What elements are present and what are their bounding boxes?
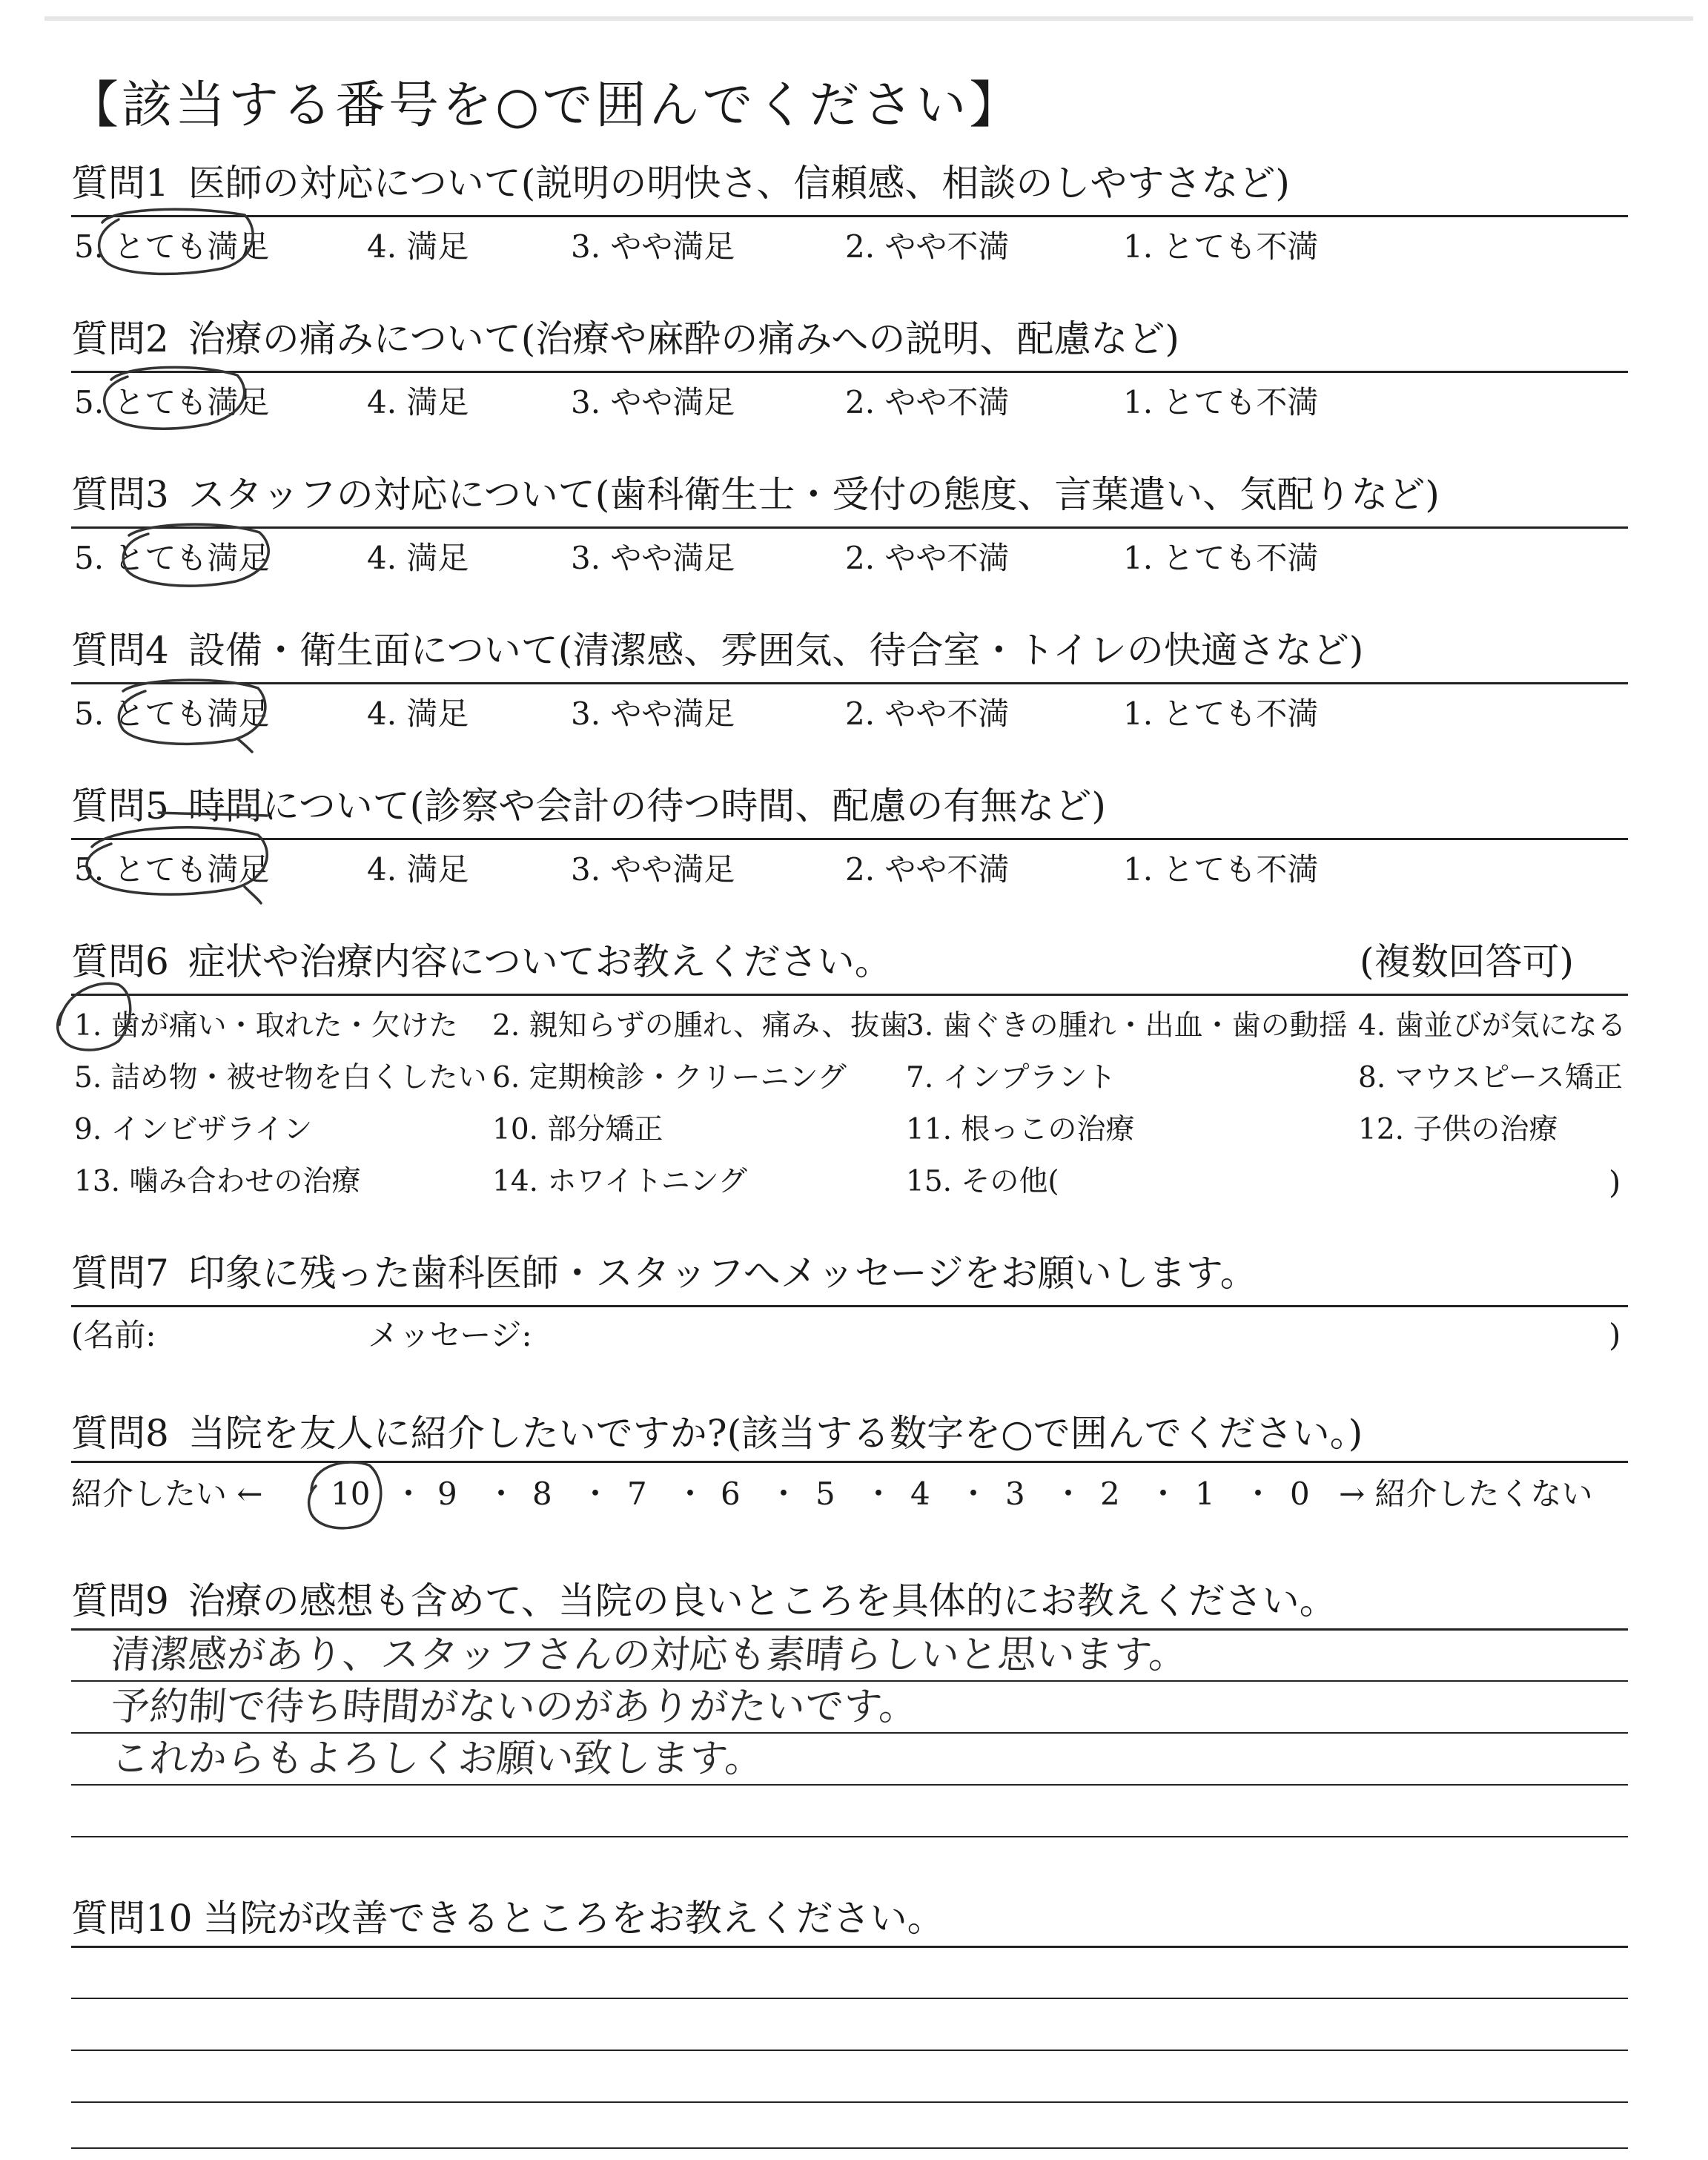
q4-option-5[interactable]: 5. とても満足 — [74, 696, 270, 732]
question-9-header — [71, 1579, 1337, 1622]
question-6-header — [71, 940, 1575, 983]
q8-dot-separator: ・ — [1053, 1476, 1085, 1512]
q8-dot-separator: ・ — [393, 1476, 425, 1512]
question-10-number: 質問10 — [71, 1897, 193, 1940]
q2-option-4[interactable]: 4. 満足 — [367, 384, 469, 420]
question-1-number: 質問1 — [71, 162, 169, 205]
question-9-rule — [71, 1628, 1628, 1631]
q9-handwritten-line-1: 清潔感があり、スタッフさんの対応も素晴らしいと思います。 — [109, 1633, 1189, 1677]
q10-answer-line — [71, 1998, 1628, 1999]
form-title: 【該当する番号を○で囲んでください】 — [68, 76, 1023, 135]
q8-scale-2[interactable]: 2 — [1100, 1476, 1120, 1512]
question-7-rule — [71, 1305, 1628, 1307]
q9-handwritten-line-2: 予約制で待ち時間がないのがありがたいです。 — [109, 1685, 919, 1729]
scan-top-edge — [44, 16, 1693, 21]
question-9-text: 治療の感想も含めて、当院の良いところを具体的にお教えください。 — [188, 1579, 1337, 1622]
q3-option-1[interactable]: 1. とても不満 — [1123, 540, 1319, 576]
q8-dot-separator: ・ — [958, 1476, 990, 1512]
q1-option-5[interactable]: 5. とても満足 — [74, 228, 270, 265]
q6-option-3[interactable]: 3. 歯ぐきの腫れ・出血・歯の動揺 — [906, 1009, 1348, 1043]
q10-answer-line — [71, 2050, 1628, 2051]
question-6-rule — [71, 994, 1628, 996]
q4-option-1[interactable]: 1. とても不満 — [1123, 696, 1319, 732]
q8-scale-1[interactable]: 1 — [1195, 1476, 1215, 1512]
question-4-text: 設備・衛生面について(清潔感、雰囲気、待合室・トイレの快適さなど) — [188, 629, 1364, 672]
question-9-number: 質問9 — [71, 1579, 169, 1622]
question-2-text: 治療の痛みについて(治療や麻酔の痛みへの説明、配慮など) — [188, 317, 1179, 360]
question-7-number: 質問7 — [71, 1252, 169, 1295]
question-4-rule — [71, 682, 1628, 684]
q7-message-label: メッセージ: — [368, 1317, 532, 1353]
q8-dot-separator: ・ — [768, 1476, 800, 1512]
q4-option-2[interactable]: 2. やや不満 — [845, 696, 1010, 732]
question-10-text: 当院が改善できるところをお教えください。 — [202, 1897, 944, 1940]
question-3-text: スタッフの対応について(歯科衛生士・受付の態度、言葉遣い、気配りなど) — [188, 473, 1440, 516]
q8-dot-separator: ・ — [675, 1476, 706, 1512]
question-8-text: 当院を友人に紹介したいですか?(該当する数字を○で囲んでください。) — [188, 1412, 1363, 1455]
q5-option-4[interactable]: 4. 満足 — [367, 851, 469, 888]
q9-answer-line — [71, 1784, 1628, 1786]
q9-answer-line — [71, 1732, 1628, 1734]
question-3-number: 質問3 — [71, 473, 169, 516]
q3-option-2[interactable]: 2. やや不満 — [845, 540, 1010, 576]
question-4-number: 質問4 — [71, 629, 169, 672]
q6-option-7[interactable]: 7. インプラント — [906, 1061, 1116, 1094]
question-8-header — [71, 1412, 1363, 1455]
q9-answer-line — [71, 1836, 1628, 1837]
q5-option-1[interactable]: 1. とても不満 — [1123, 851, 1319, 888]
question-4-header — [71, 629, 1364, 672]
q3-option-3[interactable]: 3. やや満足 — [571, 540, 735, 576]
question-10-rule — [71, 1946, 1628, 1948]
q3-option-5[interactable]: 5. とても満足 — [74, 540, 270, 576]
q8-scale-4[interactable]: 4 — [910, 1476, 930, 1512]
q2-option-1[interactable]: 1. とても不満 — [1123, 384, 1319, 420]
q1-option-1[interactable]: 1. とても不満 — [1123, 228, 1319, 265]
q2-option-3[interactable]: 3. やや満足 — [571, 384, 735, 420]
q8-right-label: → 紹介したくない — [1339, 1476, 1593, 1512]
q8-dot-separator: ・ — [863, 1476, 895, 1512]
q1-option-2[interactable]: 2. やや不満 — [845, 228, 1010, 265]
q9-answer-line — [71, 1680, 1628, 1682]
q1-option-3[interactable]: 3. やや満足 — [571, 228, 735, 265]
question-5-text: 時間について(診察や会計の待つ時間、配慮の有無など) — [188, 785, 1106, 828]
q9-handwritten-line-3: これからもよろしくお願い致します。 — [109, 1737, 765, 1781]
question-3-rule — [71, 526, 1628, 529]
q8-scale-10[interactable]: 10 — [331, 1476, 371, 1512]
q8-left-label: 紹介したい ← — [71, 1476, 263, 1512]
q2-option-5[interactable]: 5. とても満足 — [74, 384, 270, 420]
q6-option-12[interactable]: 12. 子供の治療 — [1358, 1113, 1558, 1146]
question-2-rule — [71, 371, 1628, 373]
q6-option-5[interactable]: 5. 詰め物・被せ物を白くしたい — [74, 1061, 487, 1094]
q10-answer-line — [71, 2101, 1628, 2103]
q6-option-14[interactable]: 14. ホワイトニング — [492, 1165, 747, 1198]
question-1-rule — [71, 215, 1628, 217]
question-5-rule — [71, 838, 1628, 840]
q7-close-paren: ) — [1609, 1317, 1621, 1353]
q5-option-3[interactable]: 3. やや満足 — [571, 851, 735, 888]
question-1-text: 医師の対応について(説明の明快さ、信頼感、相談のしやすさなど) — [188, 162, 1290, 205]
q8-dot-separator: ・ — [1148, 1476, 1179, 1512]
q7-name-label: (名前: — [71, 1317, 156, 1353]
question-6-number: 質問6 — [71, 940, 169, 983]
question-7-text: 印象に残った歯科医師・スタッフへメッセージをお願いします。 — [188, 1252, 1257, 1295]
q6-option-9[interactable]: 9. インビザライン — [74, 1113, 313, 1146]
q8-dot-separator: ・ — [486, 1476, 517, 1512]
question-5-header — [71, 785, 1106, 828]
q6-option-6[interactable]: 6. 定期検診・クリーニング — [492, 1061, 847, 1094]
q6-option-4[interactable]: 4. 歯並びが気になる — [1358, 1009, 1626, 1043]
q6-option-10[interactable]: 10. 部分矯正 — [492, 1113, 663, 1146]
question-2-header — [71, 317, 1179, 360]
q3-option-4[interactable]: 4. 満足 — [367, 540, 469, 576]
q6-other-close-paren: ) — [1609, 1164, 1621, 1200]
question-6-text: 症状や治療内容についてお教えください。 — [188, 940, 892, 983]
question-6-note: (複数回答可) — [1360, 940, 1575, 983]
q6-option-8[interactable]: 8. マウスピース矯正 — [1358, 1061, 1623, 1094]
question-5-number: 質問5 — [71, 785, 169, 828]
q6-option-11[interactable]: 11. 根っこの治療 — [906, 1113, 1135, 1146]
q8-scale-0[interactable]: 0 — [1290, 1476, 1310, 1512]
q8-scale-7[interactable]: 7 — [627, 1476, 647, 1512]
question-2-number: 質問2 — [71, 317, 169, 360]
q8-scale-8[interactable]: 8 — [532, 1476, 552, 1512]
q1-option-4[interactable]: 4. 満足 — [367, 228, 469, 265]
question-8-number: 質問8 — [71, 1412, 169, 1455]
q6-option-1[interactable]: 1. 歯が痛い・取れた・欠けた — [74, 1009, 458, 1043]
q8-scale-6[interactable]: 6 — [721, 1476, 741, 1512]
q8-dot-separator: ・ — [1242, 1476, 1274, 1512]
q4-option-3[interactable]: 3. やや満足 — [571, 696, 735, 732]
question-3-header — [71, 473, 1440, 516]
q8-dot-separator: ・ — [580, 1476, 612, 1512]
question-10-header — [71, 1897, 944, 1940]
question-8-rule — [71, 1461, 1628, 1463]
q10-answer-line — [71, 2147, 1628, 2149]
q8-scale-5[interactable]: 5 — [815, 1476, 835, 1512]
q6-option-13[interactable]: 13. 噛み合わせの治療 — [74, 1165, 361, 1198]
q2-option-2[interactable]: 2. やや不満 — [845, 384, 1010, 420]
q8-scale-3[interactable]: 3 — [1005, 1476, 1025, 1512]
q5-option-5[interactable]: 5. とても満足 — [74, 851, 270, 888]
q8-scale-9[interactable]: 9 — [437, 1476, 457, 1512]
q4-option-4[interactable]: 4. 満足 — [367, 696, 469, 732]
q5-option-2[interactable]: 2. やや不満 — [845, 851, 1010, 888]
question-1-header — [71, 162, 1290, 205]
question-7-header — [71, 1252, 1257, 1295]
q6-option-2[interactable]: 2. 親知らずの腫れ、痛み、抜歯 — [492, 1009, 909, 1043]
q6-option-15[interactable]: 15. その他( — [906, 1165, 1059, 1198]
